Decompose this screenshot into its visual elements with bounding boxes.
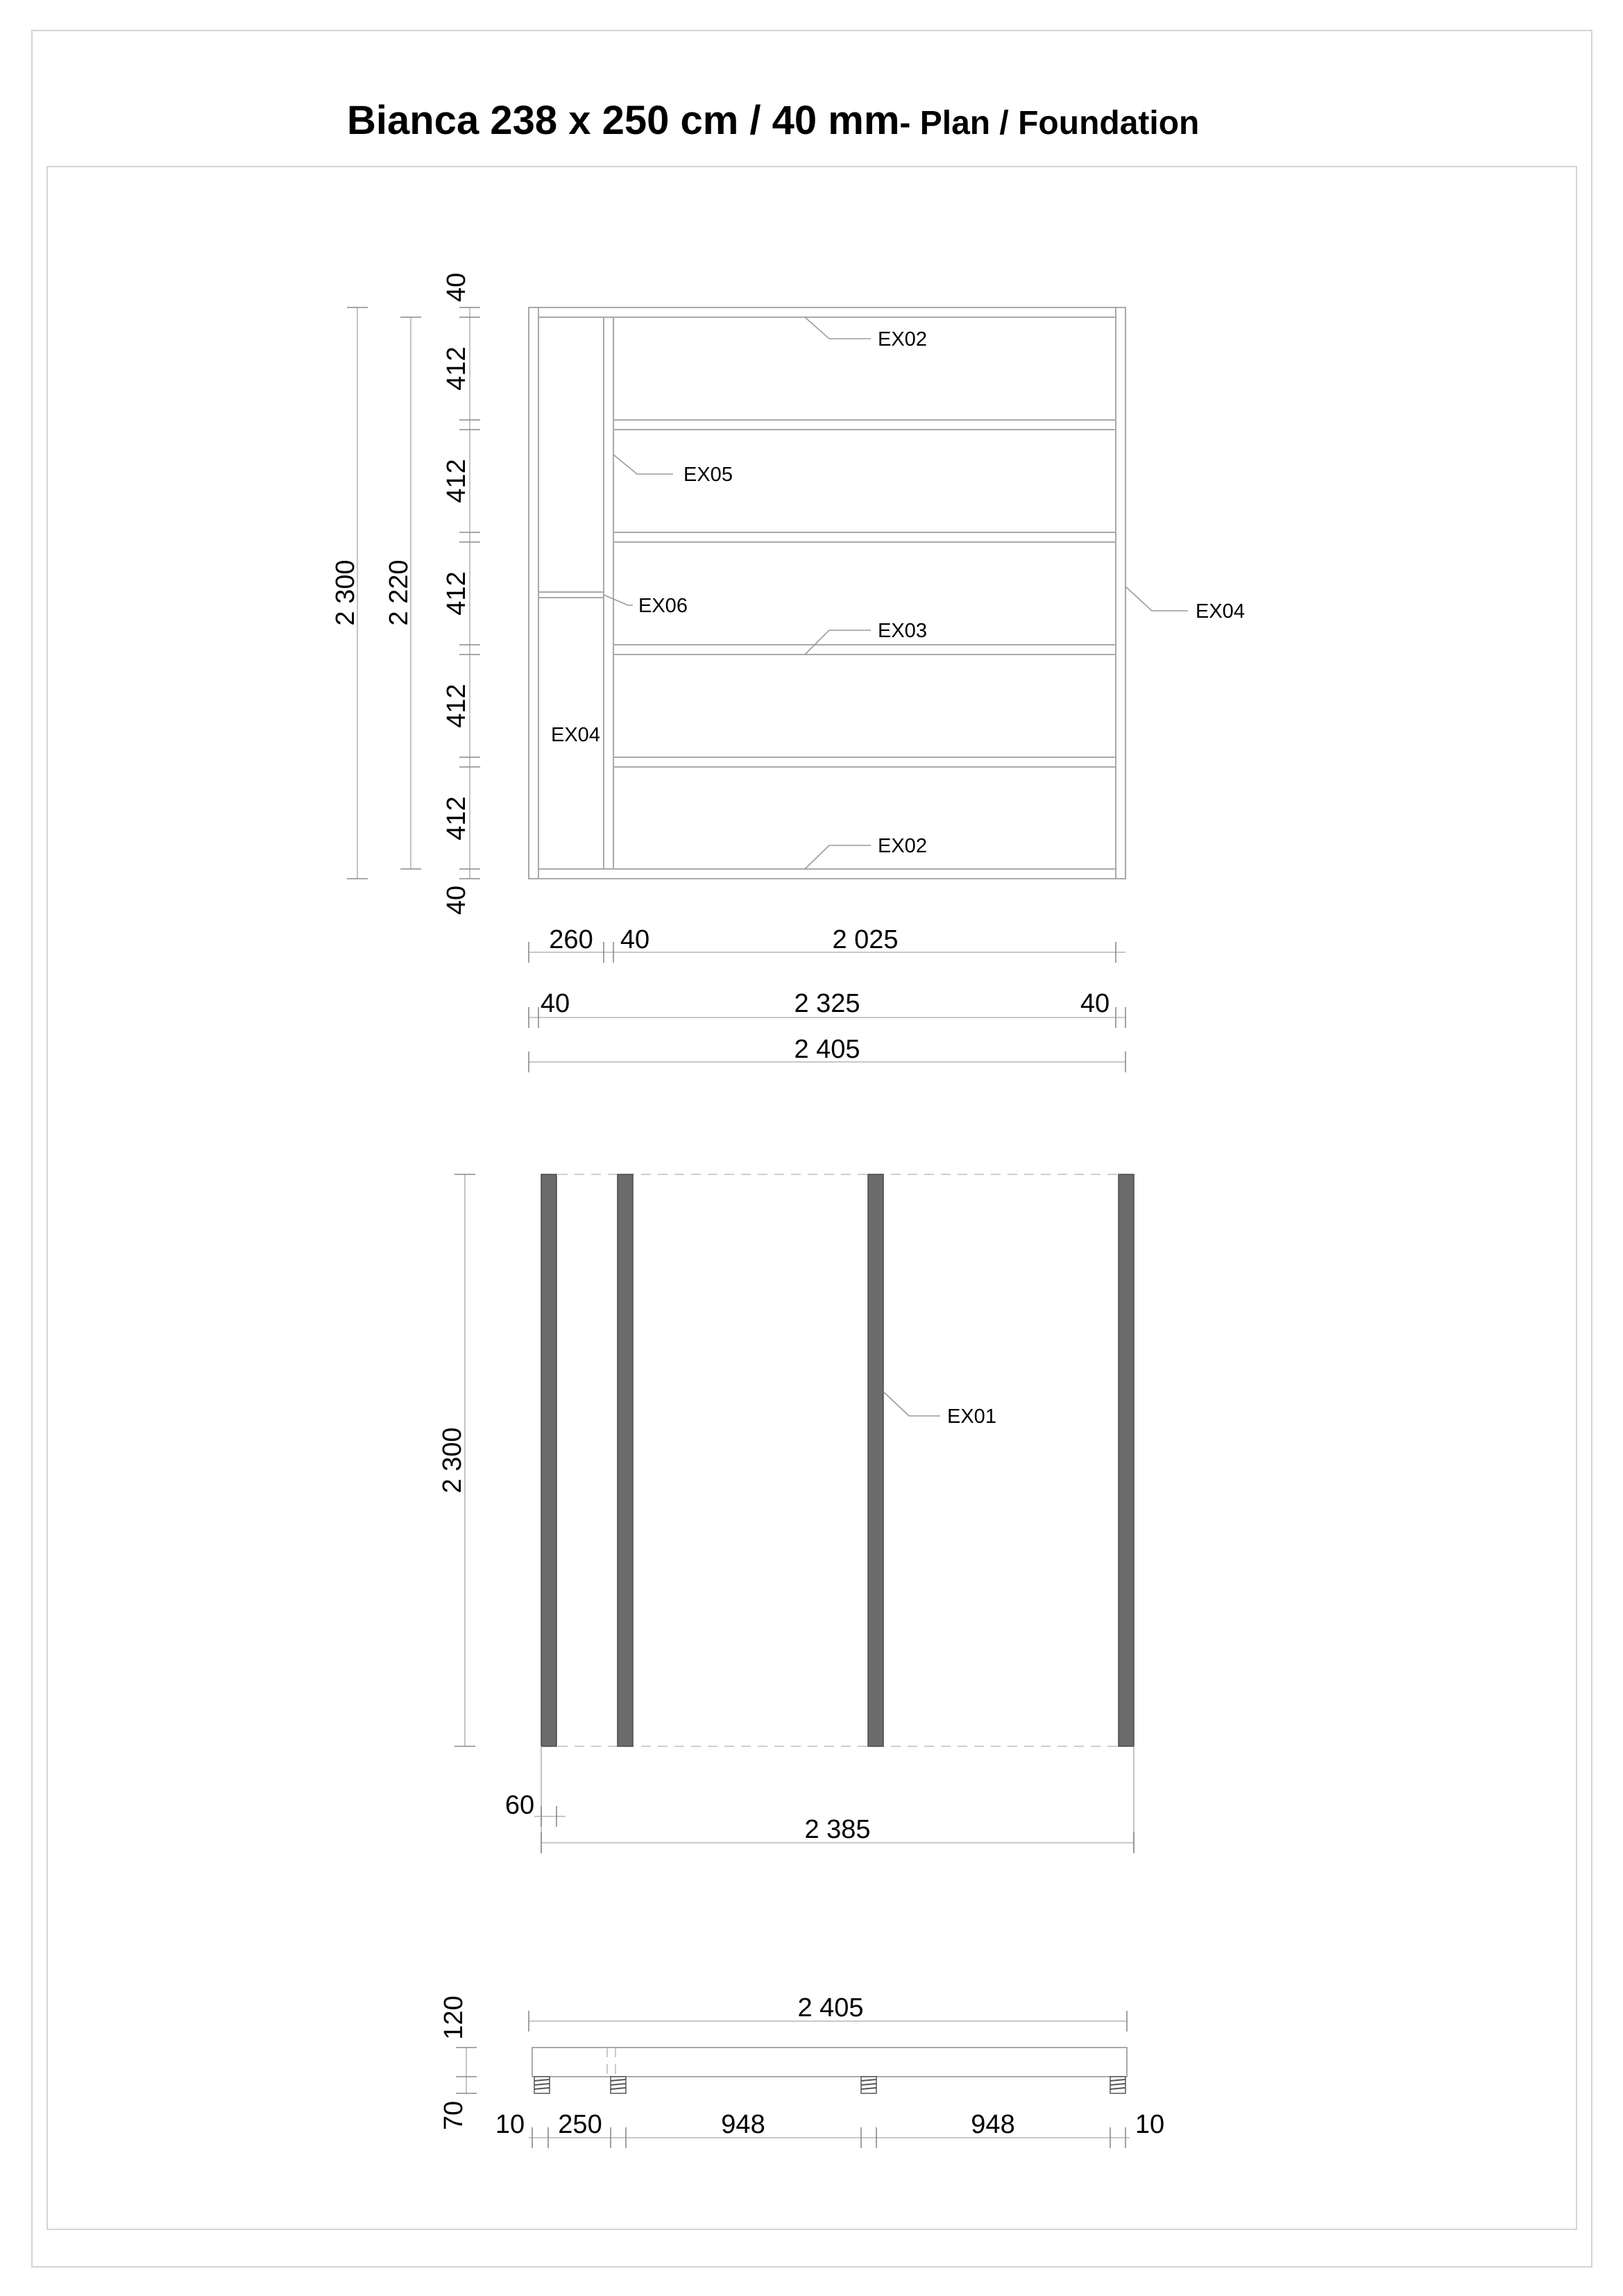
dim-row2: 40	[540, 989, 570, 1018]
dim-seg: 412	[442, 684, 471, 728]
leader-ex03	[805, 630, 871, 655]
dim-row1: 260	[549, 925, 593, 954]
dim-section-bottom: 10	[495, 2110, 525, 2139]
joist-ex03-2	[613, 532, 1116, 542]
joist-ex03-3	[613, 645, 1116, 655]
label-ex02-top: EX02	[878, 328, 927, 351]
dim-section-bottom: 948	[971, 2110, 1015, 2139]
title-suffix: - Plan / Foundation	[899, 105, 1200, 142]
dim-foundation-height: 2 300	[438, 1427, 467, 1494]
foundation-beam-2	[618, 1174, 633, 1746]
dim-row1: 40	[620, 925, 650, 954]
dim-row2: 40	[1080, 989, 1110, 1018]
label-ex03: EX03	[878, 620, 927, 642]
dim-section-bottom: 948	[721, 2110, 765, 2139]
joist-ex03-4	[613, 757, 1116, 767]
beam-left-side	[529, 307, 538, 879]
dim-total-inner: 2 220	[384, 559, 414, 626]
dim-seg: 40	[442, 272, 471, 303]
foundation-beam-4	[1119, 1174, 1134, 1746]
dim-foundation-offset: 60	[504, 1791, 535, 1820]
leader-ex06	[604, 595, 633, 605]
dim-row3: 2 405	[794, 1035, 860, 1064]
section-beam-4	[1110, 2077, 1125, 2093]
dim-section-height: 120	[439, 1995, 468, 2040]
foundation-beam-3	[868, 1174, 883, 1746]
joist-ex03-1	[613, 420, 1116, 430]
dim-seg: 412	[442, 459, 471, 503]
foundation-beam-1	[541, 1174, 556, 1746]
dim-section-height: 70	[439, 2100, 468, 2131]
section-beam-2	[611, 2077, 626, 2093]
section-board	[532, 2048, 1127, 2077]
leader-ex02-top	[805, 317, 871, 339]
dim-section-bottom: 250	[558, 2110, 602, 2139]
foundation-view	[438, 1174, 1134, 1853]
section-view	[439, 1993, 1164, 2148]
plan-outline	[529, 307, 1125, 879]
beam-ex04-right	[1116, 307, 1125, 879]
dim-section-bottom: 10	[1135, 2110, 1165, 2139]
label-ex01: EX01	[947, 1406, 996, 1428]
dim-row2: 2 325	[794, 989, 860, 1018]
section-beam-1	[534, 2077, 550, 2093]
label-ex04-right: EX04	[1196, 600, 1245, 623]
outer-frame	[32, 31, 1592, 2267]
label-ex06: EX06	[638, 595, 688, 617]
beam-ex05	[604, 317, 613, 869]
page-title	[347, 98, 1199, 143]
title-main: Bianca 238 x 250 cm / 40 mm	[347, 98, 900, 143]
inner-frame	[47, 167, 1577, 2229]
label-ex04-left: EX04	[551, 724, 600, 746]
beam-ex02-top	[538, 307, 1116, 317]
section-beam-3	[861, 2077, 876, 2093]
dim-total-outer: 2 300	[331, 559, 360, 626]
dim-seg: 40	[442, 885, 471, 915]
beam-ex02-bottom	[538, 869, 1116, 879]
leader-ex04-right	[1125, 586, 1188, 611]
dim-seg: 412	[442, 796, 471, 841]
dim-foundation-width: 2 385	[804, 1815, 871, 1844]
dim-seg: 412	[442, 346, 471, 391]
plan-view	[331, 273, 1245, 1072]
leader-ex05	[613, 455, 673, 474]
dim-row1: 2 025	[832, 925, 899, 954]
leader-ex01	[883, 1392, 940, 1416]
label-ex05: EX05	[683, 464, 733, 486]
beam-ex06	[538, 592, 604, 598]
dim-section-top: 2 405	[797, 1993, 864, 2023]
dim-seg: 412	[442, 571, 471, 616]
leader-ex02-bottom	[805, 845, 871, 869]
label-ex02-bottom: EX02	[878, 835, 927, 857]
